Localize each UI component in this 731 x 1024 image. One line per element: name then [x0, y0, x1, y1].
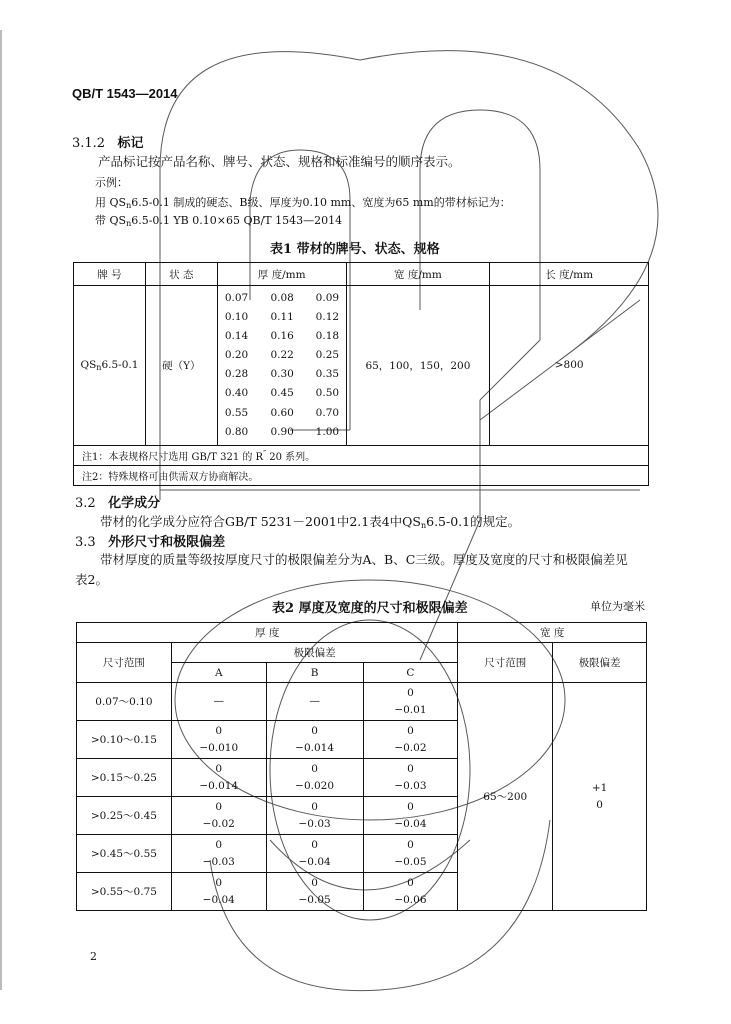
- thickness-value: 0.09: [315, 292, 340, 304]
- dev-upper: 0: [407, 876, 414, 889]
- thickness-value: 0.08: [270, 292, 294, 304]
- subscript-n: n: [420, 521, 427, 530]
- note1-post: 20 系列。: [266, 451, 316, 463]
- example-label: 示例：: [95, 176, 128, 189]
- table1-note2: 注2：特殊规格可由供需双方协商解决。: [74, 465, 649, 485]
- dev-upper: 0: [215, 762, 223, 775]
- dev-upper: 0: [215, 800, 223, 813]
- chem-text-post: 6.5-0.1的规定。: [426, 514, 521, 529]
- dev-upper: 0: [215, 724, 223, 737]
- thickness-value: 0.30: [270, 368, 294, 381]
- thickness-value: 0.18: [315, 330, 340, 343]
- row-range: 0.07～0.10: [77, 683, 172, 721]
- row-range: >0.45～0.55: [77, 835, 172, 873]
- thickness-value: 0.45: [270, 387, 294, 400]
- table1-header-row: [74, 263, 649, 286]
- dev-upper: 0: [407, 800, 414, 813]
- chemical-composition-paragraph: [100, 512, 520, 530]
- dev-upper: 0: [311, 762, 318, 775]
- document-code: QB/T 1543—2014: [72, 86, 178, 101]
- width-dev-value: [553, 683, 647, 911]
- dev-upper: 0: [407, 838, 414, 851]
- table2-title: 表2 厚度及宽度的尺寸和极限偏差: [272, 601, 468, 616]
- thickness-value: 0.70: [315, 406, 340, 419]
- thickness-value: 0.14: [224, 330, 249, 343]
- section-title: 外形尺寸和极限偏差: [108, 535, 226, 550]
- subscript-n: n: [126, 201, 132, 210]
- table2-header-limit-dev: 极限偏差: [171, 643, 458, 663]
- grade-a-value: [171, 873, 266, 911]
- page-number: 2: [90, 950, 97, 963]
- table2-header-row2: [77, 643, 647, 663]
- table2-header-b: B: [266, 663, 363, 683]
- width-range-value: 65～200: [458, 683, 553, 911]
- table2: [76, 622, 647, 911]
- chem-text-pre: 带材的化学成分应符合GB/T 5231－2001中2.1表4中QS: [100, 514, 421, 529]
- dev-lower: −0.05: [298, 893, 331, 906]
- example-text: [95, 194, 511, 210]
- thickness-value: 0.12: [315, 311, 340, 324]
- dev-lower: −0.04: [394, 817, 427, 830]
- grade-pre: QS: [80, 358, 97, 371]
- thickness-col3: [309, 286, 346, 446]
- grade-b-value: [266, 721, 363, 759]
- example-text-pre: 用 QS: [95, 196, 127, 209]
- scan-edge-line: [0, 30, 2, 990]
- row-range: >0.55～0.75: [77, 873, 172, 911]
- dev-lower: −0.03: [394, 779, 427, 792]
- section-title: 标记: [117, 136, 144, 151]
- dev-upper: 0: [407, 724, 414, 737]
- dev-upper: —: [213, 695, 224, 707]
- section-3-3-heading: [75, 531, 225, 550]
- section-title: 化学成分: [108, 496, 161, 511]
- table1-grade: [74, 286, 146, 446]
- dev-upper: 0: [215, 838, 223, 851]
- grade-b-value: [266, 797, 363, 835]
- table2-header-row1: [77, 623, 647, 643]
- grade-c-value: [363, 683, 458, 721]
- table1-header-state: 状 态: [145, 263, 217, 286]
- grade-b-value: [266, 759, 363, 797]
- thickness-value: 1.00: [315, 425, 340, 438]
- note1-sup: ″: [263, 448, 267, 458]
- marking-pre: 带 QS: [95, 214, 127, 227]
- thickness-value: 0.07: [224, 292, 249, 304]
- table2-header-thickness: 厚 度: [77, 623, 458, 643]
- table1-header-width: 宽 度/mm: [346, 263, 490, 286]
- dev-lower: −0.04: [298, 855, 331, 868]
- row-range: >0.15～0.25: [77, 759, 172, 797]
- table1-header-grade: 牌 号: [74, 263, 146, 286]
- grade-b-value: [266, 873, 363, 911]
- thickness-value: 0.28: [224, 368, 249, 381]
- grade-c-value: [363, 797, 458, 835]
- thickness-value: 0.10: [224, 311, 249, 324]
- table2-unit: 单位为毫米: [590, 600, 645, 613]
- note1-pre: 注1：本表规格尺寸选用 GB/T 321 的 R: [82, 451, 264, 463]
- dev-upper: 0: [311, 800, 318, 813]
- dev-lower: 0: [596, 798, 603, 811]
- table2-header-width-range: 尺寸范围: [458, 643, 553, 683]
- dev-upper: —: [309, 695, 320, 707]
- marking-example: [95, 212, 342, 228]
- table1-title: 表1 带材的牌号、状态、规格: [270, 242, 440, 257]
- table1-length: >800: [490, 286, 649, 446]
- dev-lower: −0.020: [295, 779, 335, 792]
- thickness-value: 0.11: [270, 311, 294, 324]
- table1-header-length: 长 度/mm: [490, 263, 649, 286]
- dev-upper: +1: [591, 781, 608, 794]
- grade-c-value: [363, 721, 458, 759]
- dev-upper: 0: [311, 724, 318, 737]
- dev-upper: 0: [311, 838, 318, 851]
- section-3-2-heading: [75, 492, 160, 511]
- thickness-value: 0.80: [224, 425, 249, 438]
- dev-upper: 0: [407, 686, 414, 699]
- dev-upper: 0: [215, 876, 223, 889]
- thickness-value: 0.35: [315, 368, 340, 381]
- grade-a-value: [171, 683, 266, 721]
- dev-lower: −0.03: [298, 817, 331, 830]
- row-range: >0.10～0.15: [77, 721, 172, 759]
- dev-lower: −0.02: [394, 741, 427, 754]
- example-text-post: 6.5-0.1 制成的硬态、B级、厚度为0.10 mm、宽度为65 mm的带材标记为：: [131, 196, 511, 209]
- section-3-1-2-heading: [72, 132, 144, 151]
- dev-lower: −0.010: [199, 741, 239, 754]
- dev-lower: −0.06: [394, 893, 427, 906]
- thickness-value: 0.90: [270, 425, 294, 438]
- grade-c-value: [363, 873, 458, 911]
- dev-lower: −0.02: [202, 817, 235, 830]
- grade-a-value: [171, 721, 266, 759]
- dimensions-paragraph-line2: 表2。: [75, 572, 108, 587]
- dimensions-paragraph-line1: 带材厚度的质量等级按厚度尺寸的极限偏差分为A、B、C三级。厚度及宽度的尺寸和极限偏差见: [100, 552, 628, 567]
- table1-state: 硬（Y）: [145, 286, 217, 446]
- table2-header-a: A: [171, 663, 266, 683]
- dev-lower: −0.03: [202, 855, 235, 868]
- thickness-value: 0.40: [224, 387, 249, 400]
- thickness-value: 0.60: [270, 406, 294, 419]
- table1-note1: [74, 445, 649, 465]
- grade-c-value: [363, 835, 458, 873]
- table1: [73, 262, 649, 486]
- subscript-n: n: [126, 219, 132, 228]
- marking-paragraph: 产品标记按产品名称、牌号、状态、规格和标准编号的顺序表示。: [98, 154, 461, 169]
- thickness-value: 0.55: [224, 406, 249, 419]
- grade-b-value: [266, 835, 363, 873]
- table2-header-size-range: 尺寸范围: [77, 643, 172, 683]
- thickness-col2: [255, 286, 309, 446]
- dev-lower: −0.05: [394, 855, 427, 868]
- table2-header-width-dev: 极限偏差: [553, 643, 647, 683]
- dev-lower: −0.014: [295, 741, 335, 754]
- dev-lower: −0.01: [394, 703, 427, 716]
- grade-a-value: [171, 835, 266, 873]
- thickness-value: 0.20: [224, 349, 249, 362]
- table2-header-width: 宽 度: [458, 623, 647, 643]
- dev-upper: 0: [407, 762, 414, 775]
- dev-lower: −0.014: [199, 779, 239, 792]
- table1-data-row: [74, 286, 649, 446]
- thickness-value: 0.25: [315, 349, 340, 362]
- row-range: >0.25～0.45: [77, 797, 172, 835]
- table1-header-thickness: 厚 度/mm: [217, 263, 346, 286]
- grade-a-value: [171, 797, 266, 835]
- thickness-value: 0.22: [270, 349, 294, 362]
- grade-b-value: [266, 683, 363, 721]
- table1-note2-row: [74, 465, 649, 485]
- section-number: 3.3: [75, 535, 96, 550]
- dev-lower: −0.04: [202, 893, 235, 906]
- thickness-col1: [217, 286, 255, 446]
- table-row: [77, 683, 647, 721]
- section-number: 3.1.2: [72, 136, 106, 151]
- grade-a-value: [171, 759, 266, 797]
- thickness-value: 0.16: [270, 330, 294, 343]
- table1-width: 65，100，150，200: [346, 286, 490, 446]
- subscript-n: n: [96, 362, 102, 372]
- table2-header-c: C: [363, 663, 458, 683]
- marking-post: 6.5-0.1 YB 0.10×65 QB/T 1543—2014: [131, 214, 343, 227]
- table1-note1-row: [74, 445, 649, 465]
- grade-post: 6.5-0.1: [101, 358, 139, 371]
- grade-c-value: [363, 759, 458, 797]
- dev-upper: 0: [311, 876, 318, 889]
- section-number: 3.2: [75, 496, 96, 511]
- thickness-value: 0.50: [315, 387, 340, 400]
